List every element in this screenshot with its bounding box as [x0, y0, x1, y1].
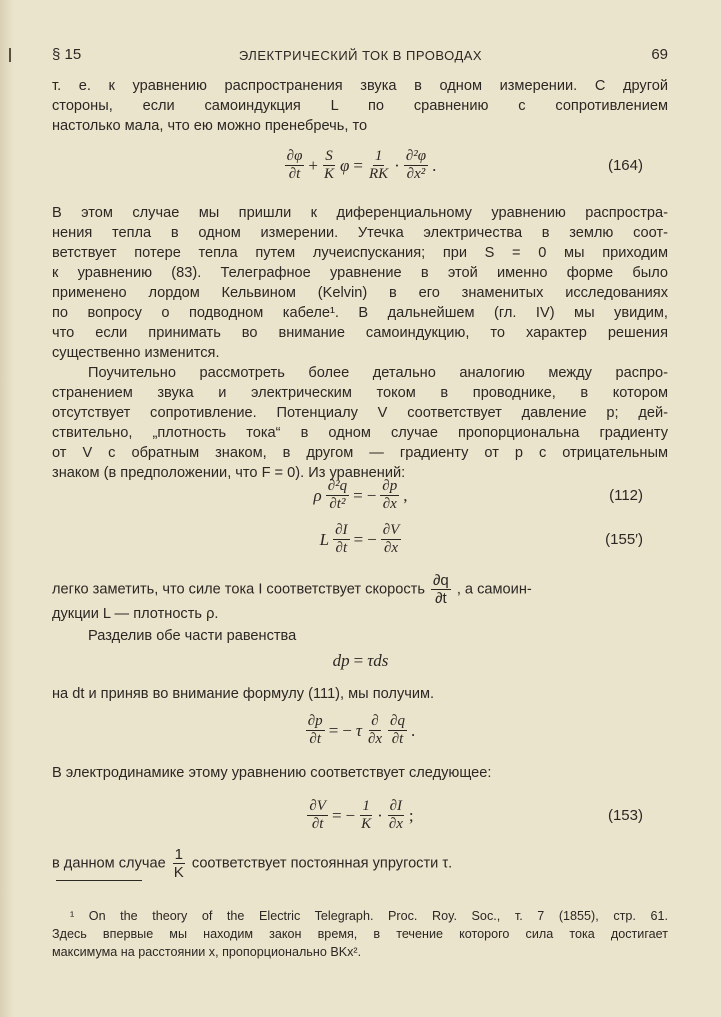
- numerator: ∂²φ: [405, 148, 427, 164]
- p1-line: настолько мала, что ею можно пренебречь, то: [52, 118, 368, 134]
- denominator: K: [323, 166, 334, 182]
- fraction: [322, 148, 336, 183]
- fn-line: максимума на расстоянии x, пропорционально BKx².: [52, 945, 362, 959]
- numerator: ∂V: [382, 522, 400, 538]
- denominator: ∂t: [391, 731, 404, 747]
- fraction: [388, 713, 407, 748]
- text: в данном случае: [52, 855, 166, 872]
- math-token: ,: [403, 485, 408, 505]
- math-token: =: [331, 805, 342, 825]
- math-token: dp: [332, 651, 350, 670]
- inline-fraction: [172, 846, 186, 881]
- p3-line: странением звука и электрическим током в проводнике, в котором: [52, 385, 668, 401]
- p2-line: применено лордом Кельвином (Kelvin) в его знаменитых исследованиях: [52, 285, 668, 301]
- paragraph-5: на dt и приняв во внимание формулу (111), мы получим.: [52, 686, 435, 702]
- denominator: ∂x: [388, 816, 403, 832]
- paragraph-4-line-2: дукции L — плотность ρ.: [52, 606, 219, 622]
- p3-line: знаком (в предположении, что F = 0). Из уравнений:: [52, 465, 406, 481]
- text: легко заметить, что силе тока I соответствует скорость: [52, 581, 425, 598]
- equation-dp: [0, 651, 721, 671]
- numerator: 1: [174, 846, 183, 863]
- fraction: [307, 798, 328, 833]
- numerator: ∂: [371, 713, 379, 729]
- p3-line: ствительно, „плотность тока“ в одном случае пропорциональна градиенту: [52, 425, 668, 441]
- fn-line: ¹ On the theory of the Electric Telegraph. Proc. Roy. Soc., т. 7 (1855), стр. 61.: [70, 909, 668, 923]
- numerator: ∂φ: [286, 148, 303, 164]
- numerator: ∂p: [307, 713, 323, 729]
- running-title: ЭЛЕКТРИЧЕСКИЙ ТОК В ПРОВОДАХ: [238, 48, 483, 63]
- page-number: 69: [651, 46, 668, 63]
- paragraph-6: В электродинамике этому уравнению соответствует следующее:: [52, 765, 492, 781]
- denominator: RK: [369, 166, 389, 182]
- math-token: L: [319, 529, 330, 549]
- math-token: φ: [340, 155, 350, 175]
- math-token: ·: [377, 805, 383, 825]
- math-token: =: [353, 529, 364, 549]
- denominator: ∂t: [288, 166, 301, 182]
- text: соответствует постоянная упругости τ.: [191, 855, 453, 872]
- equation-153: [0, 798, 721, 833]
- equation-dp-dt: [0, 713, 721, 748]
- p2-line: по вопросу о подводном кабеле¹. В дальнейшем (гл. IV) мы увидим,: [52, 305, 668, 321]
- denominator: ∂x²: [406, 166, 426, 182]
- math-token: =: [328, 720, 339, 740]
- fraction: [333, 522, 349, 557]
- math-token: +: [308, 155, 318, 175]
- numerator: ∂²q: [327, 478, 348, 494]
- p1-line: т. е. к уравнению распространения звука в одном измерении. С другой: [52, 78, 668, 94]
- denominator: K: [173, 864, 184, 881]
- numerator: ∂q: [433, 572, 449, 589]
- fraction: [404, 148, 428, 183]
- math-token: τds: [367, 651, 389, 670]
- fraction: [381, 522, 402, 557]
- numerator: ∂V: [309, 798, 326, 814]
- fraction: [285, 148, 305, 183]
- math-token: ·: [394, 155, 400, 175]
- denominator: ∂t²: [329, 496, 346, 512]
- p2-line: что если принимать во внимание самоиндукцию, то характер решения: [52, 325, 668, 341]
- denominator: K: [361, 816, 372, 832]
- denominator: ∂t: [435, 590, 447, 607]
- p2-line: существенно изменится.: [52, 345, 220, 361]
- equation-164: [0, 148, 721, 183]
- denominator: ∂x: [367, 731, 383, 747]
- fn-line: Здесь впервые мы находим закон время, в течение которого сила тока достигает: [52, 927, 668, 941]
- fraction: [367, 148, 390, 183]
- fraction: [387, 798, 405, 833]
- numerator: ∂I: [389, 798, 403, 814]
- numerator: 1: [362, 798, 370, 814]
- fraction: [359, 798, 373, 833]
- denominator: ∂t: [335, 540, 348, 556]
- math-token: =: [353, 485, 363, 505]
- fraction: [306, 713, 325, 748]
- math-token: −: [366, 485, 377, 505]
- equation-number: (164): [607, 157, 643, 174]
- numerator: 1: [374, 148, 383, 164]
- fraction: [380, 478, 399, 513]
- denominator: ∂t: [311, 816, 324, 832]
- section-number: § 15: [52, 46, 82, 63]
- footnote-rule: [56, 880, 142, 881]
- p2-line: В этом случае мы пришли к диференциальному уравнению распростра-: [52, 205, 668, 221]
- p1-line: стороны, если самоиндукция L по сравнению с сопротивлением: [52, 98, 668, 114]
- equation-number: (155′): [605, 531, 643, 548]
- math-token: .: [432, 155, 437, 175]
- p3-line: от V с обратным знаком, в другом — градиенту от p с отрицательным: [52, 445, 668, 461]
- paragraph-7: [52, 846, 668, 881]
- math-token: =: [353, 155, 363, 175]
- paragraph-4-line-1: [52, 572, 668, 607]
- numerator: S: [325, 148, 333, 164]
- math-token: −: [342, 720, 352, 740]
- p3-line: Поучительно рассмотреть более детально аналогию между распро-: [88, 365, 668, 381]
- text: , а самоин-: [456, 581, 532, 598]
- math-token: ;: [408, 805, 414, 825]
- equation-155-prime: [0, 522, 721, 557]
- numerator: ∂q: [390, 713, 405, 729]
- numerator: ∂p: [382, 478, 398, 494]
- inline-fraction: [431, 572, 451, 607]
- paragraph-4-line-3: Разделив обе части равенства: [88, 628, 297, 644]
- numerator: ∂I: [335, 522, 348, 538]
- equation-number: (112): [609, 487, 643, 504]
- fraction: [366, 713, 384, 748]
- p2-line: к уравнению (83). Телеграфное уравнение в этой именно форме было: [52, 265, 668, 281]
- p3-line: отсутствует сопротивление. Потенциалу V соответствует давление p; дей-: [52, 405, 668, 421]
- equation-112: [0, 478, 721, 513]
- denominator: ∂x: [384, 540, 399, 556]
- fraction: [326, 478, 349, 513]
- math-token: −: [367, 529, 377, 549]
- math-token: ρ: [313, 485, 322, 505]
- math-token: =: [353, 651, 364, 670]
- denominator: ∂t: [309, 731, 322, 747]
- math-token: −: [345, 805, 356, 825]
- math-token: .: [410, 720, 416, 740]
- denominator: ∂x: [382, 496, 397, 512]
- p2-line: ветствует потере тепла путем лучеиспускания; при S = 0 мы приходим: [52, 245, 668, 261]
- math-token: τ: [355, 720, 362, 740]
- p2-line: нения тепла в одном измерении. Утечка электричества в землю соот-: [52, 225, 668, 241]
- equation-number: (153): [607, 807, 643, 824]
